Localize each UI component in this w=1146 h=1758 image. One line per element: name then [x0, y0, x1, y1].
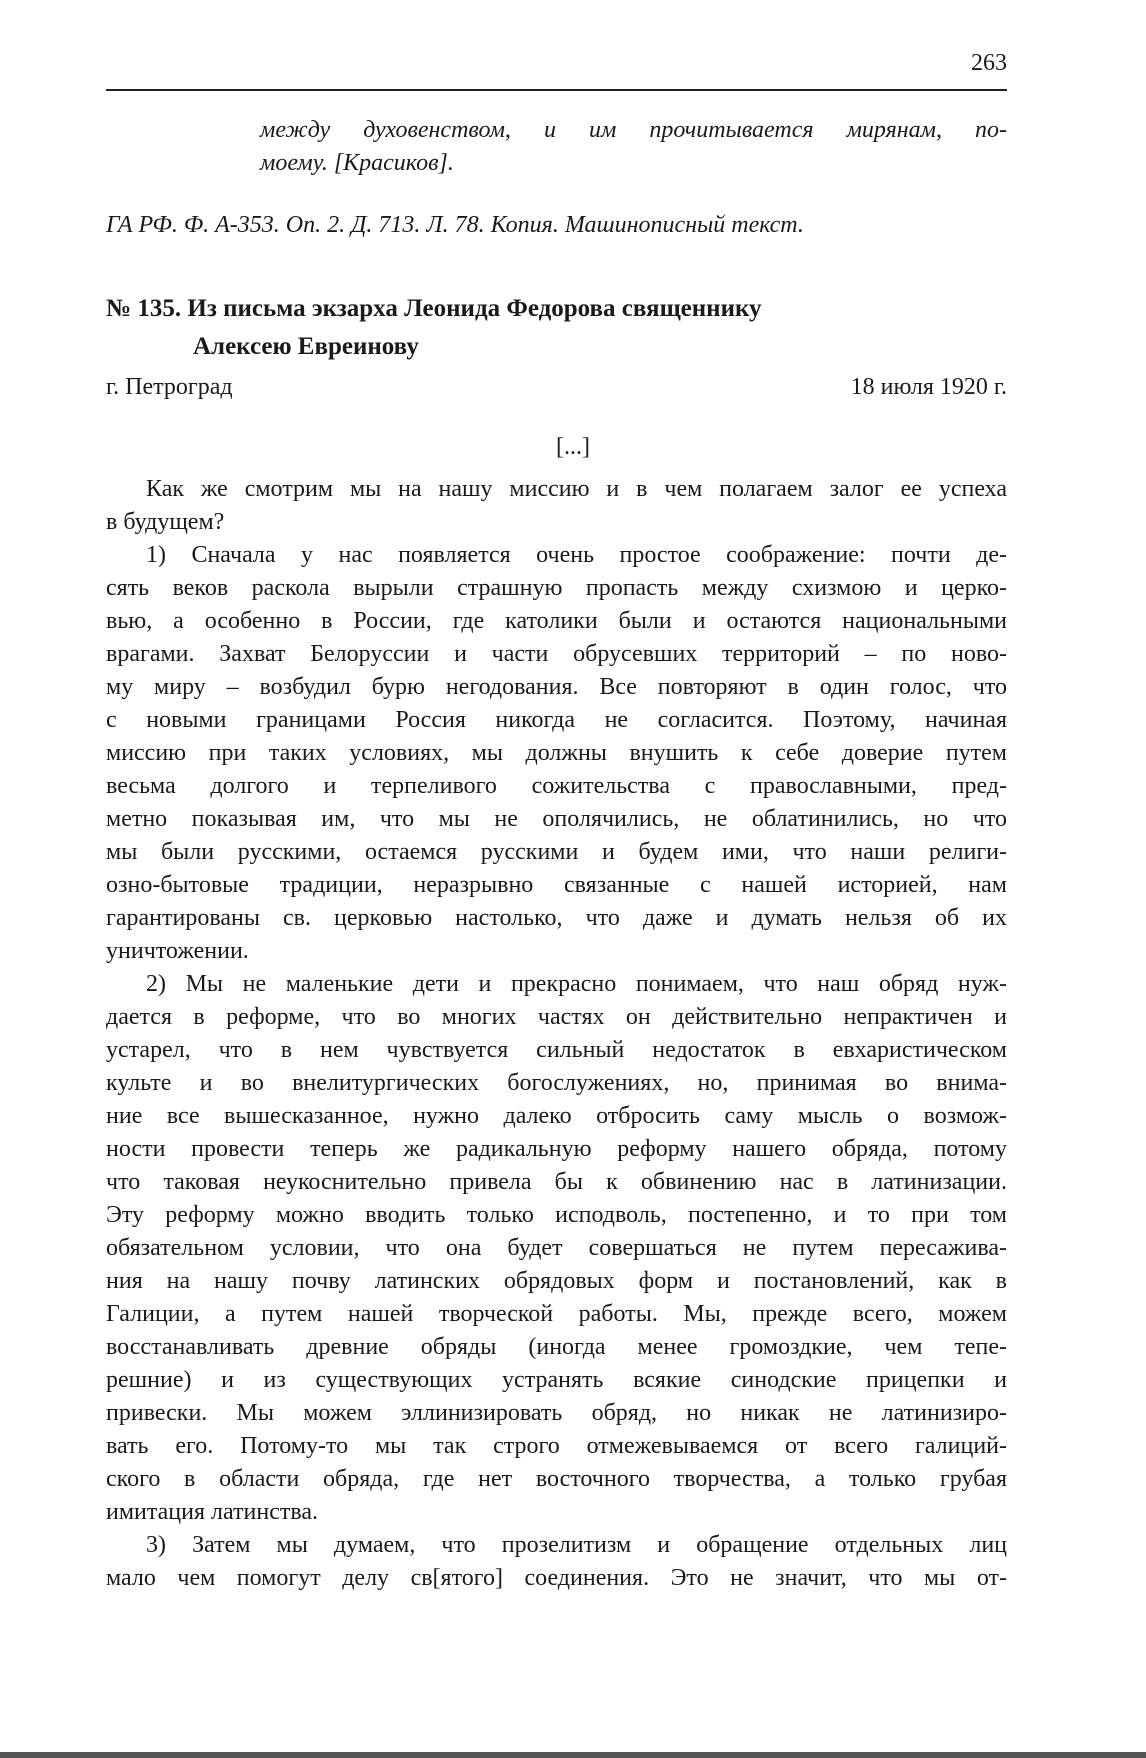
text-line: культе и во внелитургических богослужениях, но, принимая во внима- — [106, 1070, 1007, 1096]
text-line: моему. [Красиков]. — [260, 150, 454, 176]
heading-line: № 135. Из письма экзарха Леонида Федорова священнику — [106, 295, 762, 322]
text-line: имитация латинства. — [106, 1499, 319, 1525]
text-line: обязательном условии, что она будет совершаться не путем пересажива- — [106, 1235, 1007, 1261]
text-line: 3) Затем мы думаем, что прозелитизм и обращение отдельных лиц — [146, 1532, 1007, 1558]
text-line: устарел, что в нем чувствуется сильный недостаток в евхаристическом — [106, 1037, 1007, 1063]
document-heading — [106, 290, 1007, 366]
paragraph — [106, 539, 1007, 968]
omission-mark: [...] — [556, 434, 590, 460]
previous-document-continuation — [260, 114, 1007, 180]
document-date: 18 июля 1920 г. — [850, 374, 1007, 400]
page-number: 263 — [971, 50, 1007, 76]
document-body — [106, 473, 1007, 1595]
text-line: что таковая неукоснительно привела бы к обвинению нас в латинизации. — [106, 1169, 1007, 1195]
text-line: мы были русскими, остаемся русскими и будем ими, что наши религи- — [106, 839, 1007, 865]
paragraph — [106, 1529, 1007, 1595]
text-line: му миру – возбудил бурю негодования. Все повторяют в один голос, что — [106, 674, 1007, 700]
text-line: в будущем? — [106, 509, 225, 535]
text-line: вью, а особенно в России, где католики были и остаются национальными — [106, 608, 1007, 634]
text-line: озно-бытовые традиции, неразрывно связанные с нашей историей, нам — [106, 872, 1007, 898]
text-line: решние) и из существующих устранять всякие синодские прицепки и — [106, 1367, 1007, 1393]
text-line: ние все вышесказанное, нужно далеко отбросить саму мысль о возмож- — [106, 1103, 1007, 1129]
text-line: сять веков раскола вырыли страшную пропасть между схизмою и церко- — [106, 575, 1007, 601]
text-line: уничтожении. — [106, 938, 249, 964]
text-line: гарантированы св. церковью настолько, что даже и думать нельзя об их — [106, 905, 1007, 931]
text-line: привески. Мы можем эллинизировать обряд, но никак не латинизиро- — [106, 1400, 1007, 1426]
text-line: метно показывая им, что мы не ополячились, не облатинились, но что — [106, 806, 1007, 832]
text-line: ния на нашу почву латинских обрядовых форм и постановлений, как в — [106, 1268, 1007, 1294]
heading-line: Алексею Евреинову — [193, 333, 419, 360]
text-line: восстанавливать древние обряды (иногда менее громоздкие, чем тепе- — [106, 1334, 1007, 1360]
text-line: 1) Сначала у нас появляется очень простое соображение: почти де- — [146, 542, 1007, 568]
text-line: ности провести теперь же радикальную реформу нашего обряда, потому — [106, 1136, 1007, 1162]
text-line: Эту реформу можно вводить только исподволь, постепенно, и то при том — [106, 1202, 1007, 1228]
document-place: г. Петроград — [106, 374, 233, 400]
text-line: ского в области обряда, где нет восточного творчества, а только грубая — [106, 1466, 1007, 1492]
archival-source-note: ГА РФ. Ф. А-353. Оп. 2. Д. 713. Л. 78. Копия. Машинописный текст. — [106, 212, 804, 238]
text-line: Как же смотрим мы на нашу миссию и в чем полагаем залог ее успеха — [146, 476, 1007, 502]
text-line: врагами. Захват Белоруссии и части обрусевших территорий – по ново- — [106, 641, 1007, 667]
text-line: дается в реформе, что во многих частях он действительно непрактичен и — [106, 1004, 1007, 1030]
paragraph — [106, 473, 1007, 539]
text-line: весьма долгого и терпеливого сожительства с православными, пред- — [106, 773, 1007, 799]
text-line: 2) Мы не маленькие дети и прекрасно понимаем, что наш обряд нуж- — [146, 971, 1007, 997]
text-line: вать его. Потому-то мы так строго отмежевываемся от всего галиций- — [106, 1433, 1007, 1459]
paragraph — [106, 968, 1007, 1529]
header-rule — [106, 89, 1007, 91]
text-line: миссию при таких условиях, мы должны внушить к себе доверие путем — [106, 740, 1007, 766]
text-line: мало чем помогут делу св[ятого] соединения. Это не значит, что мы от- — [106, 1565, 1007, 1591]
text-line: Галиции, а путем нашей творческой работы. Мы, прежде всего, можем — [106, 1301, 1007, 1327]
text-line: между духовенством, и им прочитывается мирянам, по- — [260, 117, 1007, 143]
page-bottom-edge — [0, 1752, 1146, 1758]
text-line: с новыми границами Россия никогда не согласится. Поэтому, начиная — [106, 707, 1007, 733]
